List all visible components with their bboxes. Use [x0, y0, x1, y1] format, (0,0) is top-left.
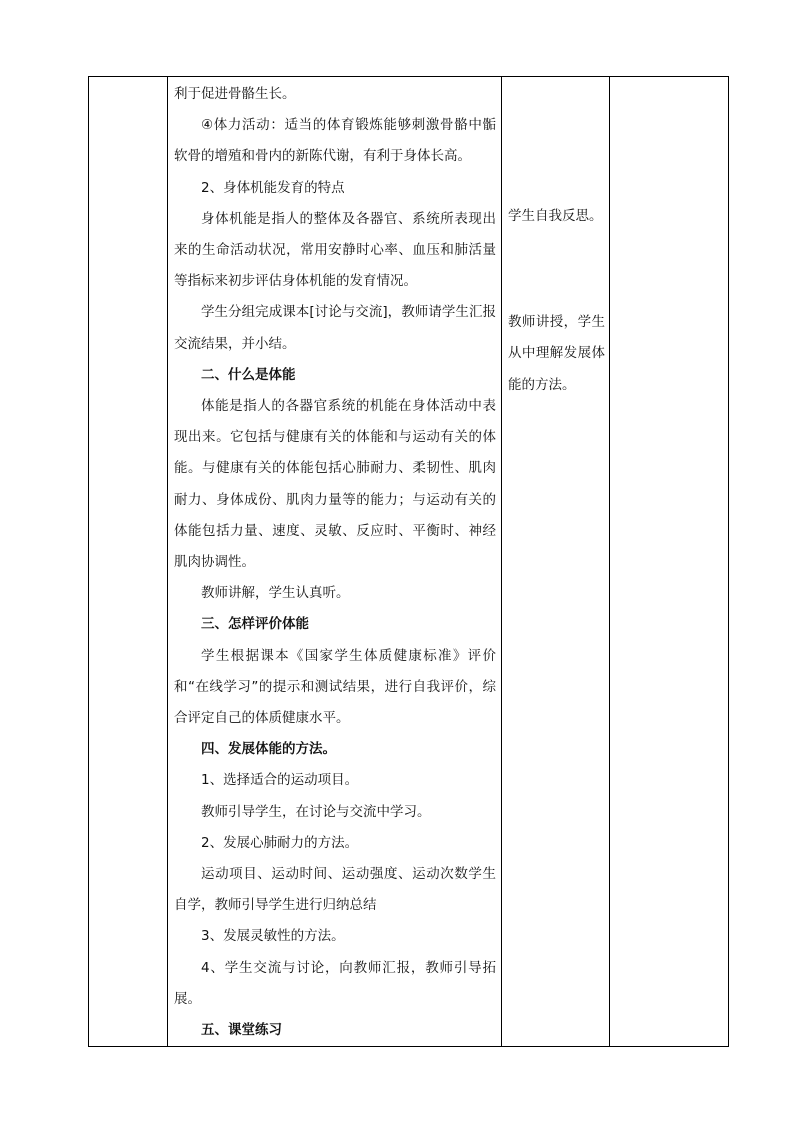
paragraph-4: 学生分组完成课本[讨论与交流]，教师请学生汇报交流结果，并小结。: [174, 304, 496, 352]
paragraph-3: 身体机能是指人的整体及各器官、系统所表现出来的生命活动状况，常用安静时心率、血压和肺活量等指标来初步评估身体机能的发育情况。: [174, 210, 496, 290]
side-note-teaching: 教师讲授，学生从中理解发展体能的方法。: [508, 314, 605, 393]
paragraph-13: 2、发展心肺耐力的方法。: [201, 834, 359, 851]
table-row: [89, 77, 729, 1047]
section-heading-3: 三、怎样评价体能: [201, 616, 309, 633]
paragraph-0: 利于促进骨骼生长。: [174, 86, 296, 102]
paragraph-2: 2、身体机能发育的特点: [201, 179, 345, 196]
paragraph-6: 体能是指人的各器官系统的机能在身体活动中表现出来。它包括与健康有关的体能和与运动有关的体能。与健康有关的体能包括心肺耐力、柔韧性、肌肉耐力、身体成份、肌肉力量等的能力；与运动有关的体能包括力量、速度、灵敏、反应时、平衡时、神经肌肉协调性。: [174, 398, 496, 571]
lesson-body: [174, 79, 496, 1046]
paragraph-1: ④体力活动：适当的体育锻炼能够刺激骨骼中骺软骨的增殖和骨内的新陈代谢，有利于身体长高。: [174, 117, 496, 165]
section-heading-5: 五、课堂练习: [201, 1022, 282, 1039]
lesson-content-cell: [168, 77, 502, 1047]
paragraph-14: 运动项目、运动时间、运动强度、运动次数学生自学，教师引导学生进行归纳总结: [174, 866, 496, 914]
side-note-reflection: 学生自我反思。: [508, 208, 603, 224]
lesson-table: [88, 76, 729, 1047]
section-heading-2: 二、什么是体能: [201, 366, 296, 383]
paragraph-7: 教师讲解，学生认真听。: [201, 585, 350, 602]
paragraph-9: 学生根据课本《国家学生体质健康标准》评价和“在线学习”的提示和测试结果，进行自我评价，综合评定自己的体质健康水平。: [174, 647, 496, 727]
paragraph-12: 教师引导学生，在讨论与交流中学习。: [201, 803, 431, 820]
blank-left-cell: [89, 77, 168, 1047]
paragraph-15: 3、发展灵敏性的方法。: [201, 928, 345, 945]
paragraph-16: 4、学生交流与讨论，向教师汇报，教师引导拓展。: [174, 959, 496, 1007]
section-heading-4: 四、发展体能的方法。: [201, 741, 336, 758]
paragraph-11: 1、选择适合的运动项目。: [201, 772, 359, 789]
blank-right-cell: [610, 77, 729, 1047]
student-activity-cell: [502, 77, 610, 1047]
